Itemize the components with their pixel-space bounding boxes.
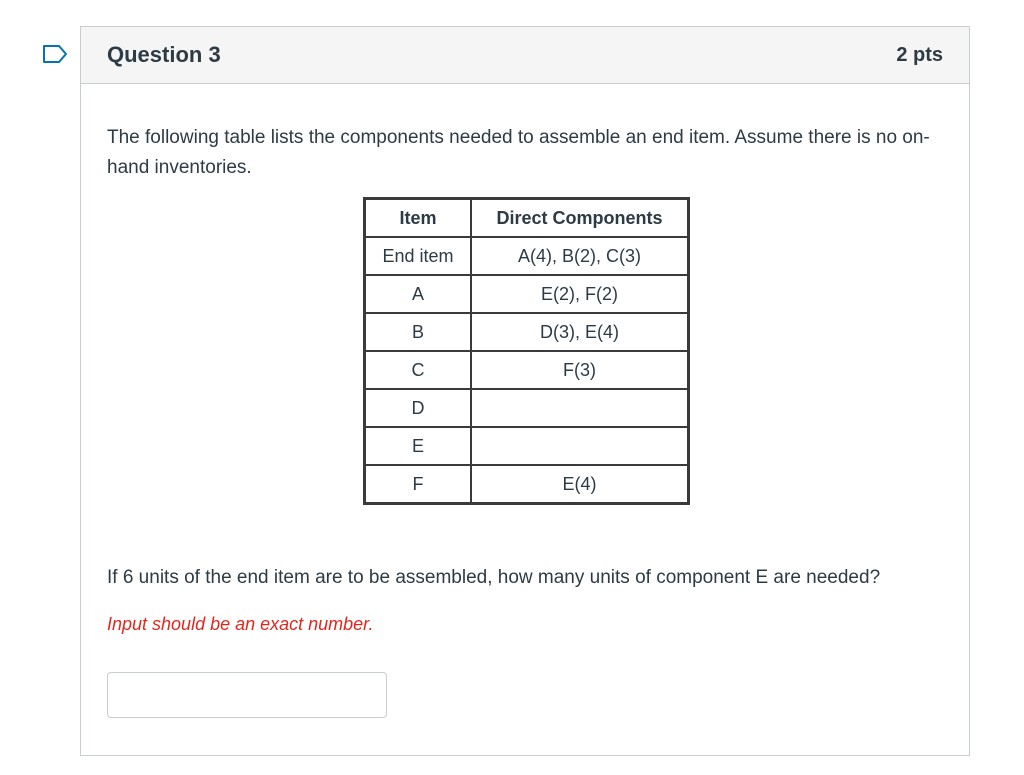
cell-item: End item xyxy=(365,237,471,275)
bookmark-flag-icon[interactable] xyxy=(42,44,68,64)
question-intro: The following table lists the components needed to assemble an end item. Assume there is no on-hand inventories. xyxy=(107,127,930,178)
cell-item: E xyxy=(365,427,471,465)
header-direct-components: Direct Components xyxy=(471,199,688,237)
question-points: 2 pts xyxy=(896,43,943,66)
table-row xyxy=(365,237,688,275)
table-row xyxy=(365,427,688,465)
table-header-row xyxy=(365,199,688,237)
cell-item: D xyxy=(365,389,471,427)
question-body xyxy=(81,123,969,183)
cell-components: F(3) xyxy=(471,351,688,389)
cell-components xyxy=(471,427,688,465)
cell-components: D(3), E(4) xyxy=(471,313,688,351)
table-row xyxy=(365,275,688,313)
table-row xyxy=(365,351,688,389)
answer-input[interactable] xyxy=(107,672,387,718)
cell-item: A xyxy=(365,275,471,313)
cell-components: E(2), F(2) xyxy=(471,275,688,313)
question-title: Question 3 xyxy=(107,42,221,67)
header-item: Item xyxy=(365,199,471,237)
table-row xyxy=(365,465,688,503)
cell-item: C xyxy=(365,351,471,389)
components-table xyxy=(363,197,690,505)
cell-components xyxy=(471,389,688,427)
table-row xyxy=(365,389,688,427)
question-prompt: If 6 units of the end item are to be assembled, how many units of component E are needed? xyxy=(107,567,881,588)
cell-item: F xyxy=(365,465,471,503)
question-header xyxy=(81,27,969,84)
cell-components: A(4), B(2), C(3) xyxy=(471,237,688,275)
input-hint: Input should be an exact number. xyxy=(107,614,374,634)
cell-components: E(4) xyxy=(471,465,688,503)
question-card xyxy=(80,26,970,756)
cell-item: B xyxy=(365,313,471,351)
table-row xyxy=(365,313,688,351)
